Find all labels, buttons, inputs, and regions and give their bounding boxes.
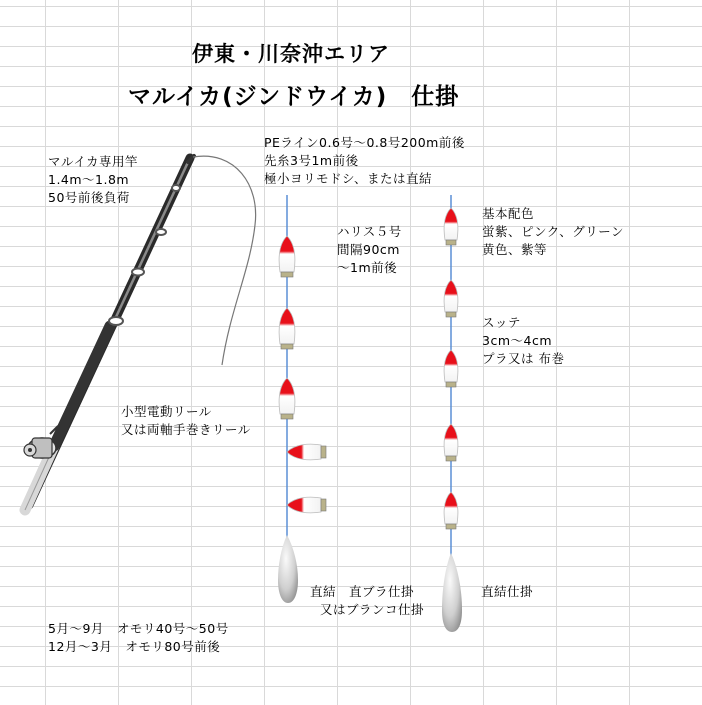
fishing-line	[193, 156, 256, 365]
left-rig-label-alt: 又はブランコ仕掛	[320, 602, 425, 617]
sutte-type: プラ又は 布巻	[482, 351, 565, 366]
harisu-size: ハリス５号	[337, 224, 402, 239]
colors-line-2: 黄色、紫等	[482, 242, 548, 257]
right-rig-label: 直結仕掛	[481, 584, 534, 599]
reel-alt: 又は両軸手巻きリール	[121, 422, 251, 437]
harisu-interval: 間隔90cm	[337, 242, 400, 257]
sutte-icon	[279, 378, 295, 419]
sutte-icon	[287, 497, 326, 513]
sinker-icon	[442, 553, 462, 632]
swivel-spec: 極小ヨリモドシ、または直結	[264, 171, 433, 186]
sinker-icon	[278, 535, 298, 603]
sinker-summer: 5月～9月 オモリ40号～50号	[48, 621, 229, 636]
sutte-icon	[444, 424, 458, 461]
rod-name: マルイカ専用竿	[48, 154, 139, 169]
rod-load: 50号前後負荷	[48, 190, 130, 205]
left-rig	[278, 195, 326, 603]
sutte-icon	[279, 236, 295, 277]
sutte-icon	[444, 280, 458, 317]
rod-length: 1.4m～1.8m	[48, 172, 130, 187]
leader-spec: 先糸3号1m前後	[264, 153, 359, 168]
left-rig-label: 直結 直ブラ仕掛	[310, 584, 415, 599]
colors-heading: 基本配色	[482, 206, 535, 221]
colors-line-1: 蛍紫、ピンク、グリーン	[482, 224, 625, 239]
harisu-interval-2: ～1m前後	[337, 260, 398, 275]
sutte-icon	[279, 308, 295, 349]
sutte-icon	[444, 208, 458, 245]
page-subtitle: マルイカ(ジンドウイカ) 仕掛	[128, 84, 460, 110]
main-line-spec: PEライン0.6号～0.8号200m前後	[264, 135, 465, 150]
sinker-winter: 12月～3月 オモリ80号前後	[48, 639, 221, 654]
reel-type: 小型電動リール	[121, 404, 212, 419]
sutte-size: 3cm～4cm	[482, 333, 553, 348]
right-rig	[442, 195, 462, 632]
sutte-icon	[444, 350, 458, 387]
sutte-name: スッテ	[482, 315, 521, 330]
reel-icon	[24, 426, 58, 458]
page-title: 伊東・川奈沖エリア	[192, 42, 390, 66]
sutte-icon	[287, 444, 326, 460]
sutte-icon	[444, 492, 458, 529]
